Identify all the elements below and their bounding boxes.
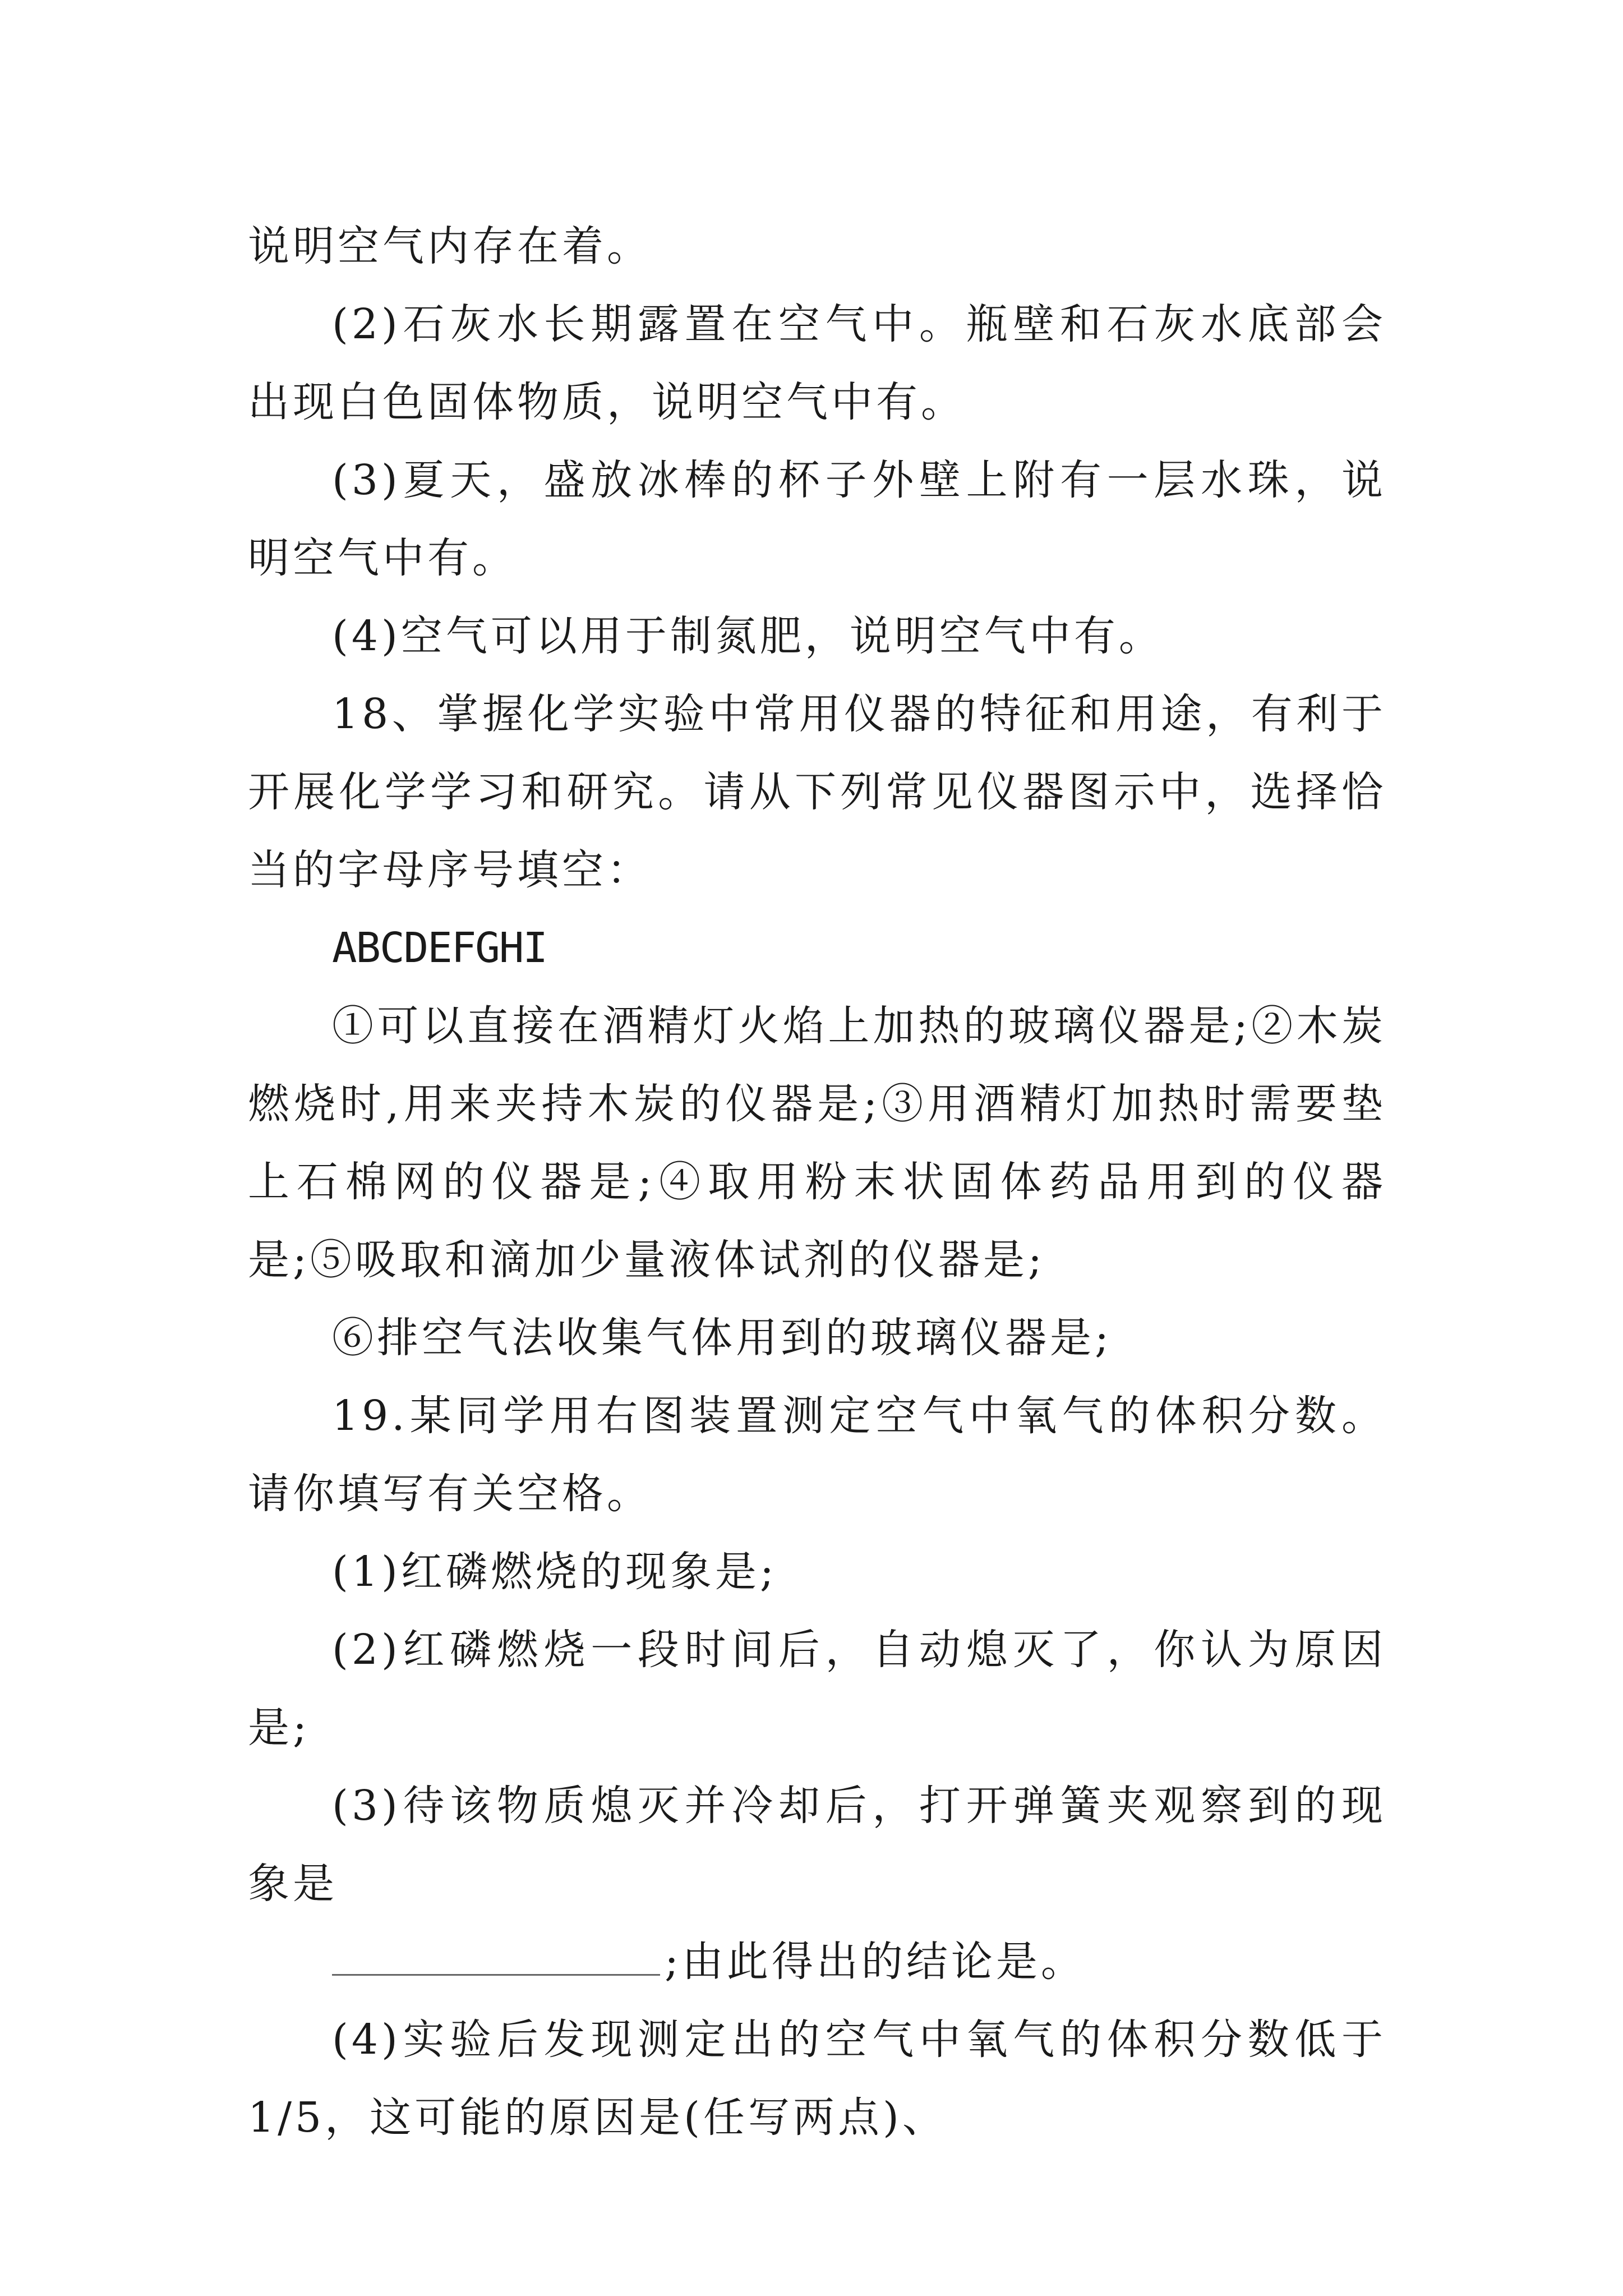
question-18-item-6: ⑥排空气法收集气体用到的玻璃仪器是; <box>332 1314 1112 1362</box>
question-19-part-3: (3)待该物质熄灭并冷却后，打开弹簧夹观察到的现象是 <box>248 1782 1386 1908</box>
question-18-intro: 18、掌握化学实验中常用仪器的特征和用途，有利于开展化学学习和研究。请从下列常见仪器图示中，选择恰当的字母序号填空： <box>248 690 1386 894</box>
question-19-part-3-conclusion <box>248 1923 1386 2001</box>
instrument-letters: ABCDEFGHI <box>332 924 547 972</box>
question-18-items: ①可以直接在酒精灯火焰上加热的玻璃仪器是;②木炭燃烧时,用来夹持木炭的仪器是;③用酒精灯加热时需要垫上石棉网的仪器是;④取用粉末状固体药品用到的仪器是;⑤吸取和滴加少量液体试剂的仪器是; <box>248 1002 1386 1284</box>
paragraph-nitrogen-fertilizer: (4)空气可以用于制氮肥，说明空气中有。 <box>332 612 1164 660</box>
paragraph-summer-water-drops: (3)夏天，盛放冰棒的杯子外壁上附有一层水珠，说明空气中有。 <box>248 456 1386 582</box>
answer-blank <box>332 1935 660 1976</box>
paragraph-air-contains: 说明空气内存在着。 <box>248 222 652 270</box>
question-19-part-1: (1)红磷燃烧的现象是; <box>332 1548 777 1596</box>
question-19-part-2: (2)红磷燃烧一段时间后，自动熄灭了，你认为原因是; <box>248 1626 1386 1752</box>
question-19-part-4: (4)实验后发现测定出的空气中氧气的体积分数低于1/5，这可能的原因是(任写两点)、 <box>248 2016 1386 2142</box>
question-19-intro: 19.某同学用右图装置测定空气中氧气的体积分数。请你填写有关空格。 <box>248 1392 1386 1518</box>
document-body <box>248 208 1386 2157</box>
conclusion-text: ;由此得出的结论是。 <box>665 1938 1086 1986</box>
paragraph-limewater: (2)石灰水长期露置在空气中。瓶壁和石灰水底部会出现白色固体物质，说明空气中有。 <box>248 300 1386 426</box>
